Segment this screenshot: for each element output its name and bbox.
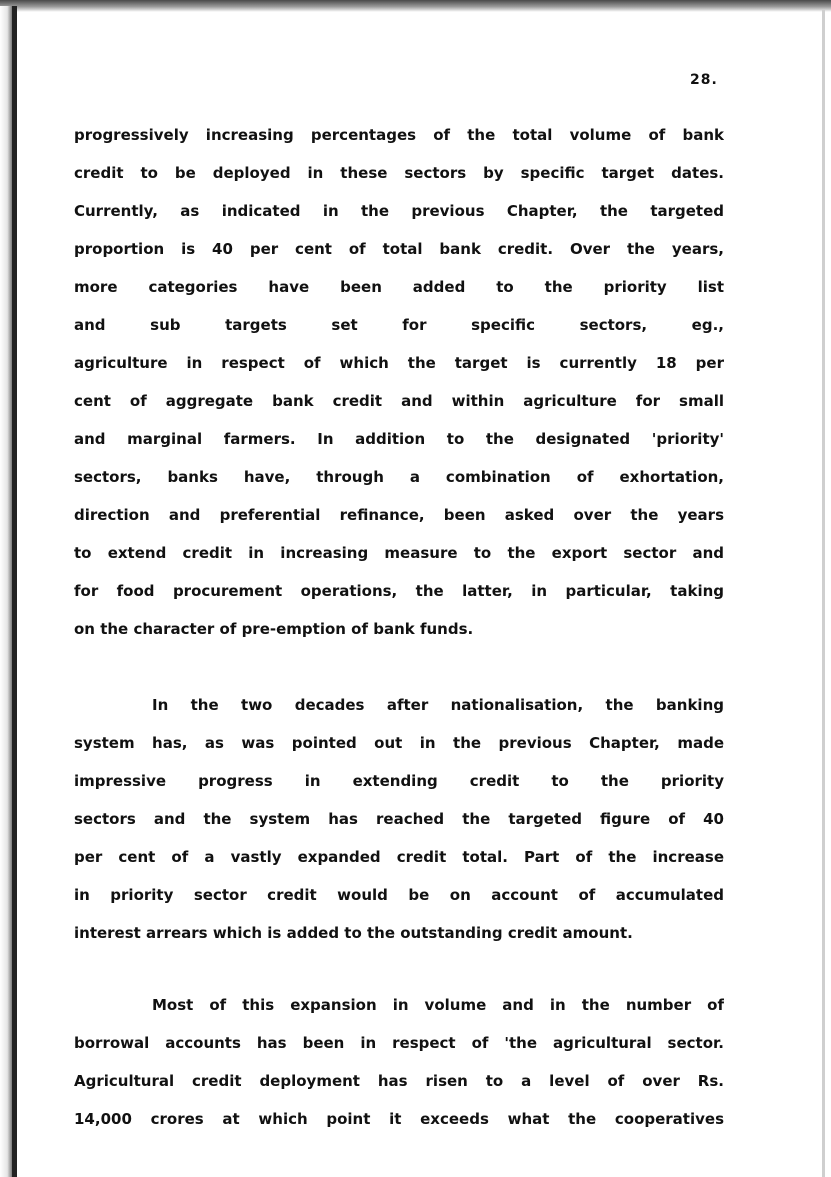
text-line: cent of aggregate bank credit and within agriculture for small [74,392,724,410]
text-line: sectors, banks have, through a combination of exhortation, [74,468,724,486]
text-line: progressively increasing percentages of the total volume of bank [74,126,724,144]
text-line: Currently, as indicated in the previous Chapter, the targeted [74,202,724,220]
text-line: interest arrears which is added to the outstanding credit amount. [74,924,633,942]
text-line: borrowal accounts has been in respect of 'the agricultural sector. [74,1034,724,1052]
text-line: proportion is 40 per cent of total bank credit. Over the years, [74,240,724,258]
text-line: agriculture in respect of which the target is currently 18 per [74,354,724,372]
text-line: impressive progress in extending credit to the priority [74,772,724,790]
text-line: more categories have been added to the priority list [74,278,724,296]
text-line: direction and preferential refinance, been asked over the years [74,506,724,524]
text-line: Agricultural credit deployment has risen to a level of over Rs. [74,1072,724,1090]
text-line: per cent of a vastly expanded credit total. Part of the increase [74,848,724,866]
text-line: for food procurement operations, the latter, in particular, taking [74,582,724,600]
text-line: credit to be deployed in these sectors by specific target dates. [74,164,724,182]
scan-left-edge [12,6,17,1177]
text-line: system has, as was pointed out in the previous Chapter, made [74,734,724,752]
scan-top-edge [0,0,831,12]
text-line: and sub targets set for specific sectors, eg., [74,316,724,334]
paragraph-3 [74,994,724,1146]
scan-right-edge [822,10,825,1177]
text-line: and marginal farmers. In addition to the designated 'priority' [74,430,724,448]
text-line: on the character of pre-emption of bank funds. [74,620,474,638]
scan-left-shadow [0,6,12,1177]
text-line: in priority sector credit would be on account of accumulated [74,886,724,904]
text-line: In the two decades after nationalisation, the banking [152,696,724,714]
text-line: 14,000 crores at which point it exceeds what the cooperatives [74,1110,724,1128]
page-number: 28. [690,72,718,88]
text-line: to extend credit in increasing measure to the export sector and [74,544,724,562]
paragraph-2 [74,694,724,960]
paragraph-1 [74,124,724,656]
text-line: Most of this expansion in volume and in the number of [152,996,724,1014]
text-line: sectors and the system has reached the targeted figure of 40 [74,810,724,828]
